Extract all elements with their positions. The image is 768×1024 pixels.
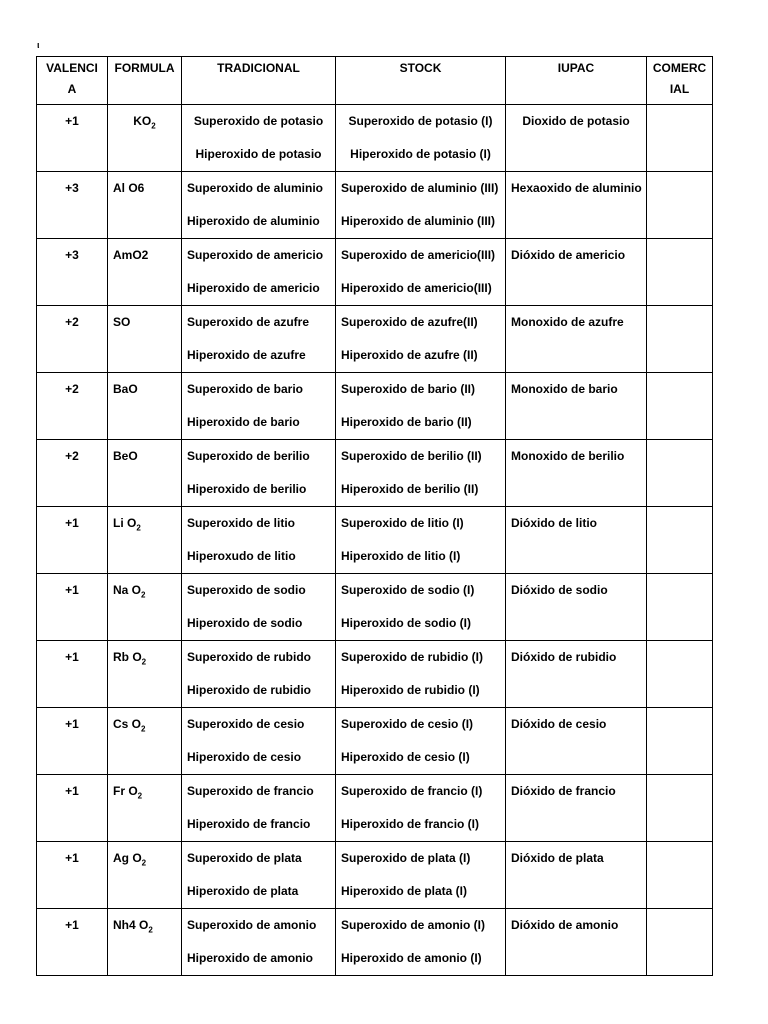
table-row bbox=[37, 574, 713, 641]
tradicional-name: Superoxido de plata bbox=[187, 851, 302, 865]
tradicional-name: Superoxido de rubido bbox=[187, 650, 312, 664]
tradicional-name: Superoxido de cesio bbox=[187, 717, 305, 731]
stock-name: Hiperoxido de rubidio (I) bbox=[341, 683, 480, 697]
stock-name: Superoxido de aluminio (III) bbox=[341, 181, 499, 195]
iupac-cell bbox=[506, 708, 647, 775]
formula-base: Ag O bbox=[113, 851, 142, 865]
formula-cell bbox=[108, 909, 182, 976]
iupac-name: Dióxido de sodio bbox=[511, 583, 608, 597]
tradicional-cell bbox=[182, 842, 336, 909]
tradicional-name: Hiperoxido de berilio bbox=[187, 482, 307, 496]
iupac-cell bbox=[506, 239, 647, 306]
tradicional-name: Hiperoxido de amonio bbox=[187, 951, 314, 965]
tradicional-cell bbox=[182, 239, 336, 306]
formula-cell bbox=[108, 172, 182, 239]
tradicional-name: Superoxido de potasio bbox=[193, 114, 324, 128]
iupac-cell bbox=[506, 306, 647, 373]
formula-cell bbox=[108, 574, 182, 641]
valencia-value: +3 bbox=[65, 181, 79, 195]
iupac-cell bbox=[506, 105, 647, 172]
formula-subscript: 2 bbox=[141, 724, 146, 734]
iupac-name: Monoxido de azufre bbox=[511, 315, 624, 329]
stock-cell bbox=[336, 239, 506, 306]
valencia-value: +2 bbox=[65, 315, 79, 329]
iupac-cell bbox=[506, 775, 647, 842]
stock-name: Superoxido de plata (I) bbox=[341, 851, 471, 865]
comercial-cell bbox=[647, 708, 713, 775]
comercial-cell bbox=[647, 239, 713, 306]
table-row bbox=[37, 842, 713, 909]
iupac-name: Hexaoxido de aluminio bbox=[511, 181, 642, 195]
formula-cell bbox=[108, 842, 182, 909]
formula-value bbox=[113, 842, 176, 875]
valencia-value: +3 bbox=[65, 248, 79, 262]
stock-name: Superoxido de rubidio (I) bbox=[341, 650, 483, 664]
formula-base: SO bbox=[113, 315, 131, 329]
valencia-cell bbox=[37, 507, 108, 574]
formula-value bbox=[113, 440, 176, 473]
formula-base: Al O6 bbox=[113, 181, 145, 195]
tradicional-cell bbox=[182, 306, 336, 373]
stock-cell bbox=[336, 306, 506, 373]
tradicional-name: Superoxido de amonio bbox=[187, 918, 317, 932]
formula-value bbox=[113, 775, 176, 808]
header-text: VALENCI bbox=[46, 61, 98, 75]
formula-cell bbox=[108, 775, 182, 842]
table-row bbox=[37, 507, 713, 574]
formula-value bbox=[113, 909, 176, 942]
comercial-cell bbox=[647, 842, 713, 909]
header-text: IAL bbox=[669, 82, 690, 96]
tradicional-cell bbox=[182, 373, 336, 440]
tradicional-name: Hiperoxudo de litio bbox=[187, 549, 296, 563]
stock-cell bbox=[336, 172, 506, 239]
tradicional-name: Hiperoxido de francio bbox=[187, 817, 311, 831]
formula-subscript: 2 bbox=[141, 590, 146, 600]
stock-name: Superoxido de francio (I) bbox=[341, 784, 483, 798]
stock-cell bbox=[336, 105, 506, 172]
tradicional-name: Hiperoxido de americio bbox=[187, 281, 320, 295]
iupac-cell bbox=[506, 440, 647, 507]
stock-name: Superoxido de cesio (I) bbox=[341, 717, 474, 731]
iupac-name: Dióxido de francio bbox=[511, 784, 616, 798]
formula-cell bbox=[108, 440, 182, 507]
valencia-value: +1 bbox=[65, 114, 79, 128]
tradicional-name: Hiperoxido de plata bbox=[187, 884, 299, 898]
header-iupac bbox=[506, 57, 647, 105]
formula-cell bbox=[108, 708, 182, 775]
formula-cell bbox=[108, 507, 182, 574]
tradicional-cell bbox=[182, 775, 336, 842]
tradicional-cell bbox=[182, 507, 336, 574]
stock-cell bbox=[336, 775, 506, 842]
stock-cell bbox=[336, 909, 506, 976]
valencia-value: +1 bbox=[65, 650, 79, 664]
comercial-cell bbox=[647, 440, 713, 507]
table-row bbox=[37, 775, 713, 842]
stock-name: Superoxido de americio(III) bbox=[341, 248, 496, 262]
formula-cell bbox=[108, 306, 182, 373]
tradicional-name: Superoxido de azufre bbox=[187, 315, 310, 329]
valencia-cell bbox=[37, 909, 108, 976]
iupac-cell bbox=[506, 641, 647, 708]
stock-name: Hiperoxido de aluminio (III) bbox=[341, 214, 496, 228]
tradicional-cell bbox=[182, 172, 336, 239]
header-text: A bbox=[67, 82, 77, 96]
comercial-cell bbox=[647, 775, 713, 842]
tradicional-cell bbox=[182, 909, 336, 976]
header-row bbox=[37, 57, 713, 105]
formula-base: Fr O bbox=[113, 784, 138, 798]
header-valencia bbox=[37, 57, 108, 105]
formula-value bbox=[113, 105, 176, 138]
stock-name: Superoxido de litio (I) bbox=[341, 516, 464, 530]
stock-name: Hiperoxido de plata (I) bbox=[341, 884, 468, 898]
iupac-name: Monoxido de bario bbox=[511, 382, 618, 396]
valencia-value: +1 bbox=[65, 516, 79, 530]
iupac-cell bbox=[506, 373, 647, 440]
header-formula bbox=[108, 57, 182, 105]
stock-name: Superoxido de azufre(II) bbox=[341, 315, 478, 329]
tradicional-cell bbox=[182, 708, 336, 775]
table-row bbox=[37, 641, 713, 708]
iupac-name: Dioxido de potasio bbox=[522, 114, 630, 128]
stock-cell bbox=[336, 373, 506, 440]
stock-cell bbox=[336, 842, 506, 909]
tradicional-name: Superoxido de bario bbox=[187, 382, 304, 396]
iupac-cell bbox=[506, 842, 647, 909]
iupac-cell bbox=[506, 507, 647, 574]
table-body bbox=[37, 105, 713, 976]
formula-base: BaO bbox=[113, 382, 138, 396]
table-header bbox=[37, 57, 713, 105]
formula-base: Rb O bbox=[113, 650, 142, 664]
valencia-value: +2 bbox=[65, 449, 79, 463]
header-stock bbox=[336, 57, 506, 105]
iupac-name: Dióxido de rubidio bbox=[511, 650, 617, 664]
iupac-cell bbox=[506, 172, 647, 239]
formula-value bbox=[113, 708, 176, 741]
valencia-cell bbox=[37, 775, 108, 842]
table-row bbox=[37, 172, 713, 239]
stock-name: Hiperoxido de potasio (I) bbox=[350, 147, 491, 161]
valencia-value: +1 bbox=[65, 717, 79, 731]
comercial-cell bbox=[647, 507, 713, 574]
header-text: STOCK bbox=[399, 61, 442, 75]
tradicional-name: Hiperoxido de potasio bbox=[195, 147, 322, 161]
stock-name: Hiperoxido de cesio (I) bbox=[341, 750, 470, 764]
page-mark: ι bbox=[37, 40, 40, 50]
tradicional-name: Superoxido de berilio bbox=[187, 449, 310, 463]
stock-cell bbox=[336, 440, 506, 507]
formula-subscript: 2 bbox=[136, 523, 141, 533]
tradicional-name: Hiperoxido de aluminio bbox=[187, 214, 320, 228]
stock-name: Superoxido de bario (II) bbox=[341, 382, 476, 396]
comercial-cell bbox=[647, 373, 713, 440]
iupac-name: Dióxido de plata bbox=[511, 851, 604, 865]
valencia-value: +1 bbox=[65, 918, 79, 932]
formula-cell bbox=[108, 641, 182, 708]
tradicional-name: Hiperoxido de azufre bbox=[187, 348, 306, 362]
valencia-cell bbox=[37, 105, 108, 172]
valencia-cell bbox=[37, 373, 108, 440]
comercial-cell bbox=[647, 574, 713, 641]
header-text: TRADICIONAL bbox=[217, 61, 300, 75]
tradicional-name: Hiperoxido de rubidio bbox=[187, 683, 312, 697]
iupac-cell bbox=[506, 574, 647, 641]
tradicional-cell bbox=[182, 440, 336, 507]
tradicional-name: Hiperoxido de cesio bbox=[187, 750, 302, 764]
comercial-cell bbox=[647, 306, 713, 373]
valencia-value: +1 bbox=[65, 851, 79, 865]
stock-name: Hiperoxido de amonio (I) bbox=[341, 951, 482, 965]
stock-name: Superoxido de berilio (II) bbox=[341, 449, 482, 463]
iupac-name: Monoxido de berilio bbox=[511, 449, 625, 463]
tradicional-name: Hiperoxido de bario bbox=[187, 415, 300, 429]
iupac-name: Dióxido de amonio bbox=[511, 918, 619, 932]
valencia-cell bbox=[37, 440, 108, 507]
nomenclature-table bbox=[36, 56, 713, 976]
formula-base: Li O bbox=[113, 516, 137, 530]
table-row bbox=[37, 440, 713, 507]
stock-name: Superoxido de potasio (I) bbox=[348, 114, 493, 128]
header-text: COMERC bbox=[652, 61, 707, 75]
formula-base: AmO2 bbox=[113, 248, 149, 262]
stock-name: Hiperoxido de americio(III) bbox=[341, 281, 492, 295]
tradicional-name: Superoxido de francio bbox=[187, 784, 314, 798]
iupac-name: Dióxido de litio bbox=[511, 516, 597, 530]
table-row bbox=[37, 306, 713, 373]
formula-cell bbox=[108, 105, 182, 172]
table-row bbox=[37, 708, 713, 775]
table-row bbox=[37, 373, 713, 440]
comercial-cell bbox=[647, 172, 713, 239]
formula-value bbox=[113, 306, 176, 339]
formula-base: Na O bbox=[113, 583, 142, 597]
formula-base: Cs O bbox=[113, 717, 142, 731]
valencia-cell bbox=[37, 708, 108, 775]
tradicional-name: Superoxido de sodio bbox=[187, 583, 306, 597]
stock-name: Hiperoxido de berilio (II) bbox=[341, 482, 479, 496]
formula-value bbox=[113, 574, 176, 607]
formula-cell bbox=[108, 373, 182, 440]
valencia-cell bbox=[37, 574, 108, 641]
stock-name: Superoxido de sodio (I) bbox=[341, 583, 475, 597]
header-text: IUPAC bbox=[557, 61, 595, 75]
stock-name: Superoxido de amonio (I) bbox=[341, 918, 486, 932]
tradicional-name: Superoxido de litio bbox=[187, 516, 296, 530]
iupac-name: Dióxido de cesio bbox=[511, 717, 607, 731]
stock-cell bbox=[336, 641, 506, 708]
formula-value bbox=[113, 641, 176, 674]
table-row bbox=[37, 239, 713, 306]
stock-name: Hiperoxido de francio (I) bbox=[341, 817, 480, 831]
stock-cell bbox=[336, 708, 506, 775]
formula-subscript: 2 bbox=[137, 791, 143, 801]
formula-base: KO bbox=[133, 114, 152, 128]
stock-cell bbox=[336, 507, 506, 574]
valencia-cell bbox=[37, 239, 108, 306]
stock-name: Hiperoxido de bario (II) bbox=[341, 415, 472, 429]
formula-value bbox=[113, 172, 176, 205]
tradicional-name: Superoxido de aluminio bbox=[187, 181, 324, 195]
formula-subscript: 2 bbox=[148, 925, 153, 935]
table-row bbox=[37, 105, 713, 172]
formula-subscript: 2 bbox=[151, 121, 156, 131]
tradicional-name: Superoxido de americio bbox=[187, 248, 324, 262]
formula-base: BeO bbox=[113, 449, 138, 463]
stock-name: Hiperoxido de azufre (II) bbox=[341, 348, 478, 362]
tradicional-cell bbox=[182, 574, 336, 641]
valencia-cell bbox=[37, 172, 108, 239]
tradicional-cell bbox=[182, 105, 336, 172]
valencia-value: +2 bbox=[65, 382, 79, 396]
comercial-cell bbox=[647, 105, 713, 172]
stock-cell bbox=[336, 574, 506, 641]
valencia-cell bbox=[37, 306, 108, 373]
valencia-cell bbox=[37, 641, 108, 708]
stock-name: Hiperoxido de litio (I) bbox=[341, 549, 461, 563]
stock-name: Hiperoxido de sodio (I) bbox=[341, 616, 472, 630]
formula-subscript: 2 bbox=[141, 858, 147, 868]
tradicional-cell bbox=[182, 641, 336, 708]
iupac-name: Dióxido de americio bbox=[511, 248, 626, 262]
header-tradicional bbox=[182, 57, 336, 105]
table-row bbox=[37, 909, 713, 976]
formula-cell bbox=[108, 239, 182, 306]
header-comercial bbox=[647, 57, 713, 105]
formula-value bbox=[113, 239, 176, 272]
comercial-cell bbox=[647, 641, 713, 708]
formula-subscript: 2 bbox=[141, 657, 147, 667]
valencia-cell bbox=[37, 842, 108, 909]
iupac-cell bbox=[506, 909, 647, 976]
formula-value bbox=[113, 507, 176, 540]
formula-base: Nh4 O bbox=[113, 918, 149, 932]
valencia-value: +1 bbox=[65, 583, 79, 597]
formula-value bbox=[113, 373, 176, 406]
comercial-cell bbox=[647, 909, 713, 976]
header-text: FORMULA bbox=[114, 61, 175, 75]
valencia-value: +1 bbox=[65, 784, 79, 798]
tradicional-name: Hiperoxido de sodio bbox=[187, 616, 303, 630]
